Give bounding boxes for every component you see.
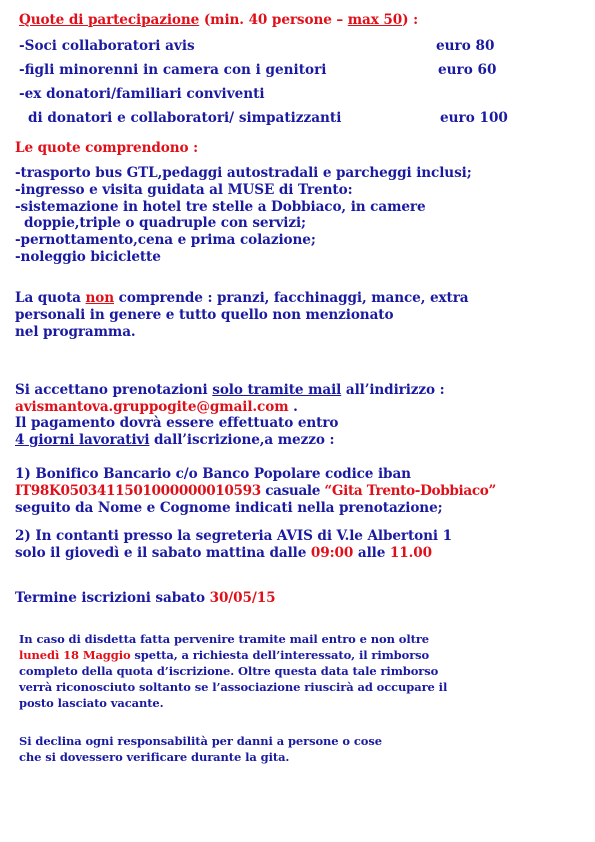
quote-header-max: max 50: [347, 12, 403, 28]
booking-pre: Si accettano prenotazioni: [15, 382, 213, 398]
excludes-line: [15, 290, 469, 306]
price-value: euro 100: [440, 110, 508, 126]
booking-days-post: dall’iscrizione,a mezzo :: [149, 432, 335, 448]
price-row-soci: [19, 38, 519, 54]
includes-item: -noleggio biciclette: [15, 249, 161, 265]
payment1-line3: seguito da Nome e Cognome indicati nella prenotazione;: [15, 500, 443, 516]
quote-header: [19, 12, 418, 28]
booking-days-line: [15, 432, 334, 448]
excludes-non: non: [85, 290, 115, 306]
deadline-date: 30/05/15: [209, 590, 276, 606]
payment2-line2: [15, 545, 432, 561]
payment1-line1: 1) Bonifico Bancario c/o Banco Popolare codice iban: [15, 466, 411, 482]
price-row-figli: [19, 62, 519, 78]
cancellation-date: lunedì 18 Maggio: [19, 648, 131, 662]
includes-item: -sistemazione in hotel tre stelle a Dobbiaco, in camere: [15, 199, 426, 215]
excludes-post: comprende : pranzi, facchinaggi, mance, extra: [114, 290, 469, 306]
price-value: euro 80: [436, 38, 495, 54]
excludes-pre: La quota: [15, 290, 86, 306]
payment2-pre: solo il giovedì e il sabato mattina dalle: [15, 545, 311, 561]
payment2-to: 11.00: [389, 545, 432, 561]
payment1-iban-line: [15, 483, 496, 499]
excludes-line-3: nel programma.: [15, 324, 136, 340]
booking-line: [15, 382, 445, 398]
payment2-line1: 2) In contanti presso la segreteria AVIS di V.le Albertoni 1: [15, 528, 452, 544]
booking-days: 4 giorni lavorativi: [15, 432, 150, 448]
cancellation-line5: posto lasciato vacante.: [19, 696, 164, 710]
includes-item: -trasporto bus GTL,pedaggi autostradali e parcheggi inclusi;: [15, 165, 472, 181]
cancellation-line2-post: spetta, a richiesta dell’interessato, il rimborso: [130, 648, 430, 662]
price-label: -Soci collaboratori avis: [19, 38, 195, 54]
booking-post: all’indirizzo :: [341, 382, 445, 398]
booking-email-line: [15, 399, 298, 415]
booking-email[interactable]: avismantova.gruppogite@gmail.com: [15, 399, 289, 415]
includes-title: Le quote comprendono :: [15, 140, 199, 156]
cancellation-line1: In caso di disdetta fatta pervenire tramite mail entro e non oltre: [19, 632, 430, 646]
includes-item: -ingresso e visita guidata al MUSE di Trento:: [15, 182, 353, 198]
price-label: -ex donatori/familiari conviventi: [19, 86, 265, 102]
cancellation-line2: [19, 648, 429, 662]
payment1-causal: “Gita Trento-Dobbiaco”: [324, 483, 496, 499]
payment1-casuale: casuale: [260, 483, 325, 499]
quote-header-paren-open: (min. 40 persone –: [199, 12, 348, 28]
disclaimer-line1: Si declina ogni responsabilità per danni a persone o cose: [19, 734, 382, 748]
excludes-line-2: personali in genere e tutto quello non menzionato: [15, 307, 394, 323]
cancellation-line4: verrà riconosciuto soltanto se l’associazione riuscirà ad occupare il: [19, 680, 448, 694]
price-value: euro 60: [438, 62, 497, 78]
price-row-ex-donatori: [19, 86, 519, 102]
payment2-from: 09:00: [310, 545, 354, 561]
includes-item: doppie,triple o quadruple con servizi;: [24, 215, 306, 231]
price-row-simpatizzanti: [28, 110, 528, 126]
price-label: -figli minorenni in camera con i genitori: [19, 62, 327, 78]
payment1-iban: IT98K0503411501000000010593: [15, 483, 261, 499]
deadline-label: Termine iscrizioni sabato: [15, 590, 210, 606]
quote-header-label: Quote di partecipazione: [19, 12, 200, 28]
payment2-mid: alle: [353, 545, 390, 561]
quote-header-paren-close: ) :: [402, 12, 418, 28]
cancellation-line3: completo della quota d’iscrizione. Oltre questa data tale rimborso: [19, 664, 439, 678]
booking-pay-line: Il pagamento dovrà essere effettuato entro: [15, 415, 339, 431]
price-label: di donatori e collaboratori/ simpatizzanti: [28, 110, 342, 126]
booking-only-mail: solo tramite mail: [212, 382, 342, 398]
disclaimer-line2: che si dovessero verificare durante la gita.: [19, 750, 290, 764]
booking-email-suffix: .: [288, 399, 298, 415]
deadline-line: [15, 590, 275, 606]
includes-item: -pernottamento,cena e prima colazione;: [15, 232, 316, 248]
